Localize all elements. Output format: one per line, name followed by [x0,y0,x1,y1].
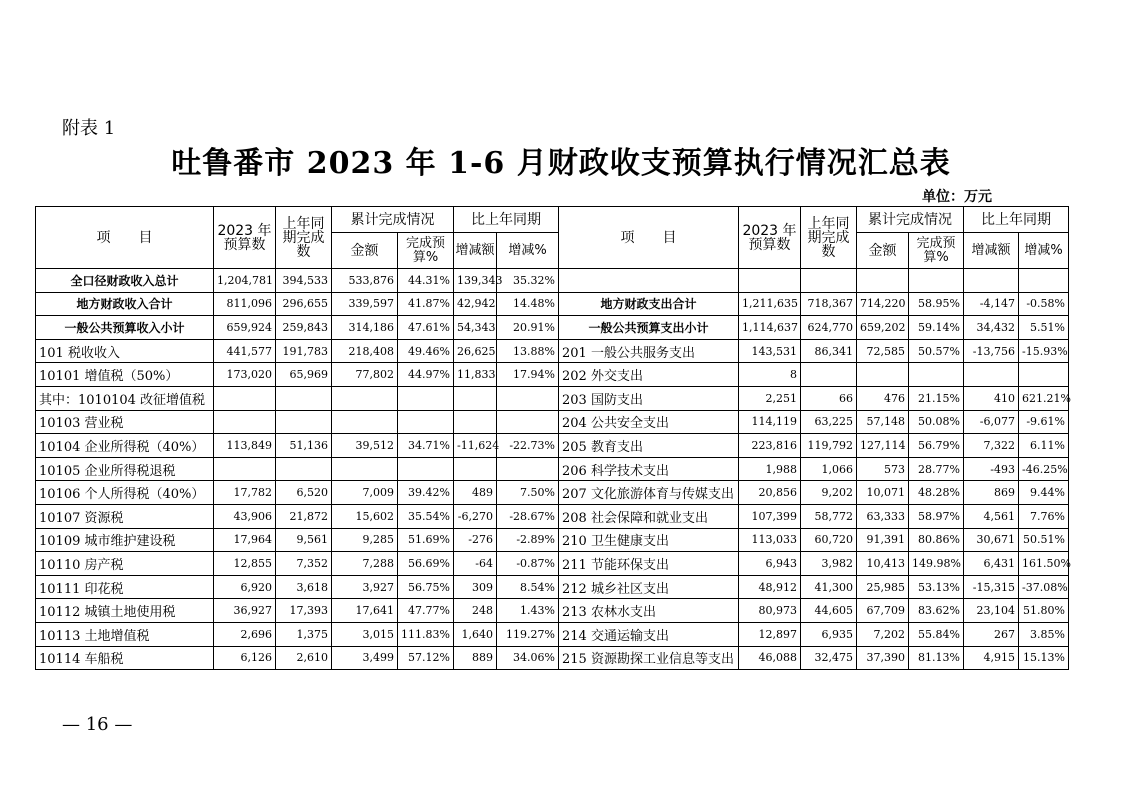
left-value-cell [276,386,332,410]
right-value-cell: 63,225 [801,410,857,434]
budget-table [35,206,1069,670]
table-row [36,339,1069,363]
right-value-cell: 6.11% [1019,434,1069,458]
left-value-cell: 12,855 [214,552,276,576]
right-value-cell: 9,202 [801,481,857,505]
right-value-cell: 23,104 [964,599,1019,623]
header-inc-amount-left: 增减额 [454,233,497,269]
left-value-cell [398,386,454,410]
right-value-cell: 58,772 [801,504,857,528]
left-value-cell: 51.69% [398,528,454,552]
unit-label: 单位：万元 [922,189,992,205]
header-inc-rate-right: 增减% [1019,233,1069,269]
right-value-cell: -9.61% [1019,410,1069,434]
right-item-label: 204 公共安全支出 [559,410,739,434]
left-value-cell: 6,126 [214,646,276,670]
right-value-cell: 4,561 [964,504,1019,528]
right-value-cell: 143,531 [739,339,801,363]
left-value-cell: 57.12% [398,646,454,670]
left-value-cell [497,457,559,481]
right-value-cell: 1,066 [801,457,857,481]
right-value-cell: 51.80% [1019,599,1069,623]
right-value-cell [739,269,801,293]
table-row [36,316,1069,340]
right-value-cell [857,269,909,293]
left-value-cell: 44.31% [398,269,454,293]
left-value-cell: 35.32% [497,269,559,293]
left-value-cell: 41.87% [398,292,454,316]
left-value-cell: 21,872 [276,504,332,528]
left-value-cell: 44.97% [398,363,454,387]
left-value-cell: 26,625 [454,339,497,363]
right-value-cell: 59.14% [909,316,964,340]
left-value-cell [214,386,276,410]
left-value-cell [497,386,559,410]
table-row [36,457,1069,481]
right-item-label: 211 节能环保支出 [559,552,739,576]
right-item-label: 201 一般公共服务支出 [559,339,739,363]
right-value-cell: 114,119 [739,410,801,434]
left-value-cell: 811,096 [214,292,276,316]
right-value-cell: 25,985 [857,575,909,599]
right-value-cell: 6,943 [739,552,801,576]
left-value-cell: 6,920 [214,575,276,599]
right-value-cell: 1,211,635 [739,292,801,316]
left-value-cell: 314,186 [332,316,398,340]
right-item-label: 207 文化旅游体育与传媒支出 [559,481,739,505]
left-value-cell: 659,924 [214,316,276,340]
left-value-cell: 259,843 [276,316,332,340]
right-value-cell [801,363,857,387]
left-value-cell: 296,655 [276,292,332,316]
left-value-cell: 54,343 [454,316,497,340]
right-value-cell [1019,363,1069,387]
table-body [36,269,1069,670]
left-item-label: 10106 个人所得税（40%） [36,481,214,505]
left-value-cell: 13.88% [497,339,559,363]
right-item-label: 205 教育支出 [559,434,739,458]
table-row [36,410,1069,434]
left-value-cell: 15,602 [332,504,398,528]
left-value-cell: 339,597 [332,292,398,316]
left-item-label: 101 税收收入 [36,339,214,363]
right-value-cell: 573 [857,457,909,481]
left-item-label: 地方财政收入合计 [36,292,214,316]
left-value-cell: 3,015 [332,622,398,646]
annex-label: 附表 1 [62,118,116,139]
left-value-cell: 49.46% [398,339,454,363]
right-value-cell: -4,147 [964,292,1019,316]
header-inc-amount-right: 增减额 [964,233,1019,269]
header-item-left: 项 目 [36,207,214,269]
left-value-cell: 2,696 [214,622,276,646]
right-value-cell: 8 [739,363,801,387]
left-value-cell: 56.75% [398,575,454,599]
right-value-cell: 50.08% [909,410,964,434]
header-yoy-left: 比上年同期 [454,207,559,233]
left-value-cell: 1.43% [497,599,559,623]
header-budget-left: 2023 年预算数 [214,207,276,269]
left-item-label: 10110 房产税 [36,552,214,576]
right-item-label: 202 外交支出 [559,363,739,387]
right-value-cell: 6,935 [801,622,857,646]
right-value-cell: -46.25% [1019,457,1069,481]
table-row [36,575,1069,599]
left-value-cell: 2,610 [276,646,332,670]
right-value-cell: 7,322 [964,434,1019,458]
right-value-cell: 72,585 [857,339,909,363]
right-value-cell: 3.85% [1019,622,1069,646]
table-row [36,363,1069,387]
right-value-cell: 7,202 [857,622,909,646]
right-value-cell: 55.84% [909,622,964,646]
left-value-cell: 43,906 [214,504,276,528]
left-value-cell: 8.54% [497,575,559,599]
left-value-cell: -276 [454,528,497,552]
right-value-cell: 91,391 [857,528,909,552]
right-item-label: 213 农林水支出 [559,599,739,623]
header-cumulative-left: 累计完成情况 [332,207,454,233]
left-value-cell: 34.71% [398,434,454,458]
left-value-cell: 35.54% [398,504,454,528]
left-value-cell: 9,561 [276,528,332,552]
left-value-cell: 7,009 [332,481,398,505]
right-value-cell: 83.62% [909,599,964,623]
right-value-cell: 67,709 [857,599,909,623]
right-value-cell: 7.76% [1019,504,1069,528]
left-value-cell: 47.61% [398,316,454,340]
right-value-cell: 30,671 [964,528,1019,552]
left-value-cell: 191,783 [276,339,332,363]
left-value-cell: 248 [454,599,497,623]
left-value-cell: -28.67% [497,504,559,528]
left-value-cell: 489 [454,481,497,505]
right-value-cell: 58.97% [909,504,964,528]
left-value-cell [497,410,559,434]
left-item-label: 10103 营业税 [36,410,214,434]
left-value-cell [454,386,497,410]
left-value-cell: 119.27% [497,622,559,646]
right-value-cell: 1,114,637 [739,316,801,340]
left-value-cell [454,410,497,434]
right-item-label: 215 资源勘探工业信息等支出 [559,646,739,670]
left-value-cell [276,410,332,434]
header-cumulative-right: 累计完成情况 [857,207,964,233]
left-item-label: 10112 城镇土地使用税 [36,599,214,623]
left-value-cell [332,386,398,410]
right-value-cell: -6,077 [964,410,1019,434]
left-value-cell: 889 [454,646,497,670]
right-value-cell: 41,300 [801,575,857,599]
table-row [36,434,1069,458]
left-value-cell: 6,520 [276,481,332,505]
left-value-cell: 36,927 [214,599,276,623]
right-value-cell: 624,770 [801,316,857,340]
left-item-label: 10114 车船税 [36,646,214,670]
header-inc-rate-left: 增减% [497,233,559,269]
left-value-cell: 17.94% [497,363,559,387]
header-yoy-right: 比上年同期 [964,207,1069,233]
right-value-cell: 48.28% [909,481,964,505]
right-value-cell [1019,269,1069,293]
left-value-cell [454,457,497,481]
left-value-cell: -64 [454,552,497,576]
right-value-cell: 2,251 [739,386,801,410]
right-value-cell: -15,315 [964,575,1019,599]
right-item-label: 203 国防支出 [559,386,739,410]
right-value-cell: 1,988 [739,457,801,481]
right-item-label [559,269,739,293]
left-value-cell: 34.06% [497,646,559,670]
left-value-cell: 17,782 [214,481,276,505]
left-value-cell: 20.91% [497,316,559,340]
left-value-cell: -0.87% [497,552,559,576]
page-number: — 16 — [62,714,133,735]
table-row [36,528,1069,552]
left-item-label: 全口径财政收入总计 [36,269,214,293]
right-value-cell: 223,816 [739,434,801,458]
left-value-cell: 42,942 [454,292,497,316]
left-value-cell: 7.50% [497,481,559,505]
table-row [36,552,1069,576]
left-value-cell: 7,352 [276,552,332,576]
left-item-label: 其中：1010104 改征增值税 [36,386,214,410]
left-value-cell: -22.73% [497,434,559,458]
header-last-year-left: 上年同期完成数 [276,207,332,269]
left-item-label: 10109 城市维护建设税 [36,528,214,552]
right-value-cell: 56.79% [909,434,964,458]
right-value-cell: 4,915 [964,646,1019,670]
right-value-cell: 621.21% [1019,386,1069,410]
right-value-cell: 50.51% [1019,528,1069,552]
left-value-cell: 3,927 [332,575,398,599]
page-title: 吐鲁番市 2023 年 1-6 月财政收支预算执行情况汇总表 [171,146,951,181]
right-item-label: 206 科学技术支出 [559,457,739,481]
table-row [36,504,1069,528]
right-value-cell: 476 [857,386,909,410]
right-item-label: 214 交通运输支出 [559,622,739,646]
left-value-cell: 111.83% [398,622,454,646]
left-value-cell: 17,393 [276,599,332,623]
left-value-cell: -6,270 [454,504,497,528]
left-value-cell: 394,533 [276,269,332,293]
left-value-cell: -11,624 [454,434,497,458]
right-value-cell: 10,071 [857,481,909,505]
right-value-cell: -493 [964,457,1019,481]
header-rate-right: 完成预算% [909,233,964,269]
right-value-cell: 21.15% [909,386,964,410]
right-value-cell: 66 [801,386,857,410]
table-row [36,292,1069,316]
left-value-cell: 7,288 [332,552,398,576]
table-row [36,599,1069,623]
right-value-cell: 113,033 [739,528,801,552]
left-value-cell [332,410,398,434]
left-value-cell: 39,512 [332,434,398,458]
left-value-cell: 113,849 [214,434,276,458]
right-value-cell: 58.95% [909,292,964,316]
right-item-label: 212 城乡社区支出 [559,575,739,599]
right-value-cell [801,269,857,293]
header-rate-left: 完成预算% [398,233,454,269]
left-value-cell [214,457,276,481]
table-row [36,386,1069,410]
right-value-cell: 57,148 [857,410,909,434]
left-value-cell: 1,375 [276,622,332,646]
table-row [36,622,1069,646]
left-item-label: 10101 增值税（50%） [36,363,214,387]
left-value-cell: 17,641 [332,599,398,623]
left-value-cell [214,410,276,434]
right-value-cell: 46,088 [739,646,801,670]
left-value-cell [398,457,454,481]
left-value-cell: 218,408 [332,339,398,363]
left-value-cell: 1,204,781 [214,269,276,293]
left-item-label: 10104 企业所得税（40%） [36,434,214,458]
left-value-cell: 1,640 [454,622,497,646]
right-value-cell: -0.58% [1019,292,1069,316]
right-value-cell: 80,973 [739,599,801,623]
right-item-label: 地方财政支出合计 [559,292,739,316]
left-value-cell: 11,833 [454,363,497,387]
right-value-cell: 81.13% [909,646,964,670]
right-value-cell: 127,114 [857,434,909,458]
right-value-cell: 3,982 [801,552,857,576]
right-value-cell: 80.86% [909,528,964,552]
left-item-label: 10107 资源税 [36,504,214,528]
header-last-year-right: 上年同期完成数 [801,207,857,269]
right-value-cell: 161.50% [1019,552,1069,576]
left-value-cell: 65,969 [276,363,332,387]
right-value-cell [964,269,1019,293]
left-value-cell: 14.48% [497,292,559,316]
right-value-cell: -15.93% [1019,339,1069,363]
right-value-cell: 15.13% [1019,646,1069,670]
left-value-cell: 51,136 [276,434,332,458]
left-value-cell: 173,020 [214,363,276,387]
right-value-cell: 718,367 [801,292,857,316]
right-value-cell: 659,202 [857,316,909,340]
right-value-cell: 28.77% [909,457,964,481]
left-item-label: 10113 土地增值税 [36,622,214,646]
right-value-cell: 32,475 [801,646,857,670]
right-value-cell: 10,413 [857,552,909,576]
table-row [36,269,1069,293]
header-item-right: 项 目 [559,207,739,269]
left-value-cell: 139,343 [454,269,497,293]
right-value-cell: 44,605 [801,599,857,623]
right-value-cell [909,269,964,293]
right-value-cell: 119,792 [801,434,857,458]
right-value-cell: 5.51% [1019,316,1069,340]
left-value-cell [332,457,398,481]
header-amount-left: 金额 [332,233,398,269]
left-item-label: 一般公共预算收入小计 [36,316,214,340]
right-value-cell: 149.98% [909,552,964,576]
left-value-cell: 3,499 [332,646,398,670]
right-value-cell: 63,333 [857,504,909,528]
right-value-cell: 12,897 [739,622,801,646]
right-value-cell: 714,220 [857,292,909,316]
left-value-cell: 56.69% [398,552,454,576]
right-value-cell: 9.44% [1019,481,1069,505]
right-value-cell: 60,720 [801,528,857,552]
left-value-cell: 9,285 [332,528,398,552]
right-value-cell: 86,341 [801,339,857,363]
table-row [36,646,1069,670]
left-value-cell: 533,876 [332,269,398,293]
left-value-cell: 441,577 [214,339,276,363]
right-value-cell: 53.13% [909,575,964,599]
right-value-cell: 410 [964,386,1019,410]
right-value-cell: 107,399 [739,504,801,528]
left-item-label: 10111 印花税 [36,575,214,599]
table-row [36,481,1069,505]
right-value-cell: 869 [964,481,1019,505]
right-value-cell: 37,390 [857,646,909,670]
left-value-cell [398,410,454,434]
right-value-cell [857,363,909,387]
left-value-cell: 39.42% [398,481,454,505]
left-value-cell: 3,618 [276,575,332,599]
right-value-cell: 20,856 [739,481,801,505]
left-value-cell: 17,964 [214,528,276,552]
header-budget-right: 2023 年预算数 [739,207,801,269]
left-value-cell: -2.89% [497,528,559,552]
header-amount-right: 金额 [857,233,909,269]
right-value-cell: 50.57% [909,339,964,363]
left-value-cell: 47.77% [398,599,454,623]
left-value-cell: 77,802 [332,363,398,387]
right-item-label: 一般公共预算支出小计 [559,316,739,340]
right-value-cell: -37.08% [1019,575,1069,599]
left-value-cell: 309 [454,575,497,599]
left-item-label: 10105 企业所得税退税 [36,457,214,481]
right-value-cell: 48,912 [739,575,801,599]
right-value-cell: 6,431 [964,552,1019,576]
right-value-cell: -13,756 [964,339,1019,363]
right-value-cell: 34,432 [964,316,1019,340]
right-value-cell [964,363,1019,387]
right-item-label: 208 社会保障和就业支出 [559,504,739,528]
right-value-cell [909,363,964,387]
right-value-cell: 267 [964,622,1019,646]
right-item-label: 210 卫生健康支出 [559,528,739,552]
left-value-cell [276,457,332,481]
